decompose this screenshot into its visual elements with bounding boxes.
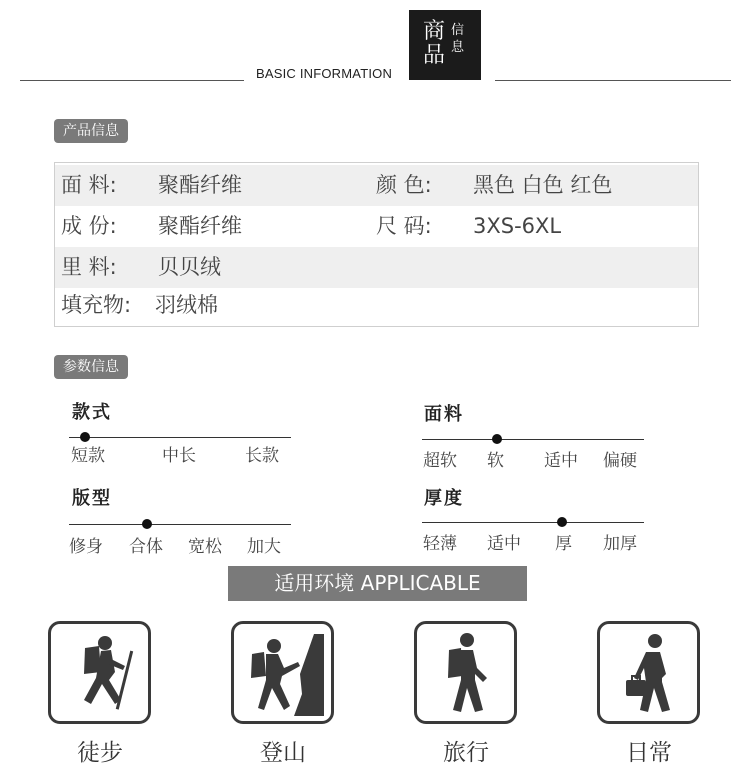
param-option: 轻薄 bbox=[423, 534, 457, 554]
row-label: 成 份: bbox=[61, 214, 117, 238]
param-option: 适中 bbox=[544, 451, 578, 471]
badge-main-text: 商品 bbox=[423, 19, 446, 68]
param-title: 版型 bbox=[72, 488, 112, 509]
param-scale-line bbox=[422, 439, 644, 440]
row-label: 面 料: bbox=[61, 173, 117, 197]
header-subtitle: BASIC INFORMATION bbox=[256, 66, 393, 81]
row-label: 填充物: bbox=[61, 293, 132, 317]
row-value: 3XS-6XL bbox=[473, 214, 562, 238]
row-label: 颜 色: bbox=[376, 173, 432, 197]
climbing-icon bbox=[231, 621, 334, 724]
header-line-left bbox=[20, 80, 244, 81]
row-value: 聚酯纤维 bbox=[158, 173, 242, 197]
param-scale-line bbox=[69, 524, 291, 525]
param-option: 超软 bbox=[423, 451, 457, 471]
param-option: 适中 bbox=[487, 534, 521, 554]
product-info-tag: 产品信息 bbox=[54, 119, 128, 143]
row-value: 羽绒棉 bbox=[155, 293, 218, 317]
applicable-label: 日常 bbox=[626, 740, 672, 766]
daily-walking-icon bbox=[597, 621, 700, 724]
param-option: 加大 bbox=[247, 537, 281, 557]
hiking-icon bbox=[48, 621, 151, 724]
table-row bbox=[55, 247, 698, 288]
param-option: 修身 bbox=[69, 537, 103, 557]
param-scale-line bbox=[422, 522, 644, 523]
header-line-right bbox=[495, 80, 731, 81]
row-value: 贝贝绒 bbox=[158, 255, 221, 279]
badge-side-text: 信息 bbox=[451, 23, 465, 55]
param-title: 面料 bbox=[424, 404, 464, 425]
table-row bbox=[55, 206, 698, 247]
applicable-label: 登山 bbox=[260, 740, 306, 766]
traveling-icon bbox=[414, 621, 517, 724]
param-option: 合体 bbox=[129, 537, 163, 557]
table-row bbox=[55, 165, 698, 206]
param-selected-dot bbox=[492, 434, 502, 444]
row-value: 黑色 白色 红色 bbox=[473, 173, 613, 197]
row-label: 尺 码: bbox=[376, 214, 432, 238]
product-info-table bbox=[54, 162, 699, 327]
applicable-label: 徒步 bbox=[77, 740, 123, 766]
params-tag: 参数信息 bbox=[54, 355, 128, 379]
param-option: 软 bbox=[487, 451, 504, 471]
param-option: 短款 bbox=[71, 446, 105, 466]
param-option: 偏硬 bbox=[603, 451, 637, 471]
row-label: 里 料: bbox=[61, 255, 117, 279]
param-title: 款式 bbox=[72, 402, 112, 423]
param-option: 长款 bbox=[245, 446, 279, 466]
param-option: 厚 bbox=[555, 534, 572, 554]
param-selected-dot bbox=[142, 519, 152, 529]
applicable-title-bar: 适用环境 APPLICABLE bbox=[228, 566, 527, 601]
param-option: 加厚 bbox=[603, 534, 637, 554]
param-selected-dot bbox=[557, 517, 567, 527]
param-option: 中长 bbox=[162, 446, 196, 466]
table-row bbox=[55, 285, 698, 326]
row-value: 聚酯纤维 bbox=[158, 214, 242, 238]
param-option: 宽松 bbox=[188, 537, 222, 557]
applicable-label: 旅行 bbox=[443, 740, 489, 766]
param-title: 厚度 bbox=[424, 488, 464, 509]
header-badge bbox=[409, 10, 481, 80]
param-scale-line bbox=[69, 437, 291, 438]
